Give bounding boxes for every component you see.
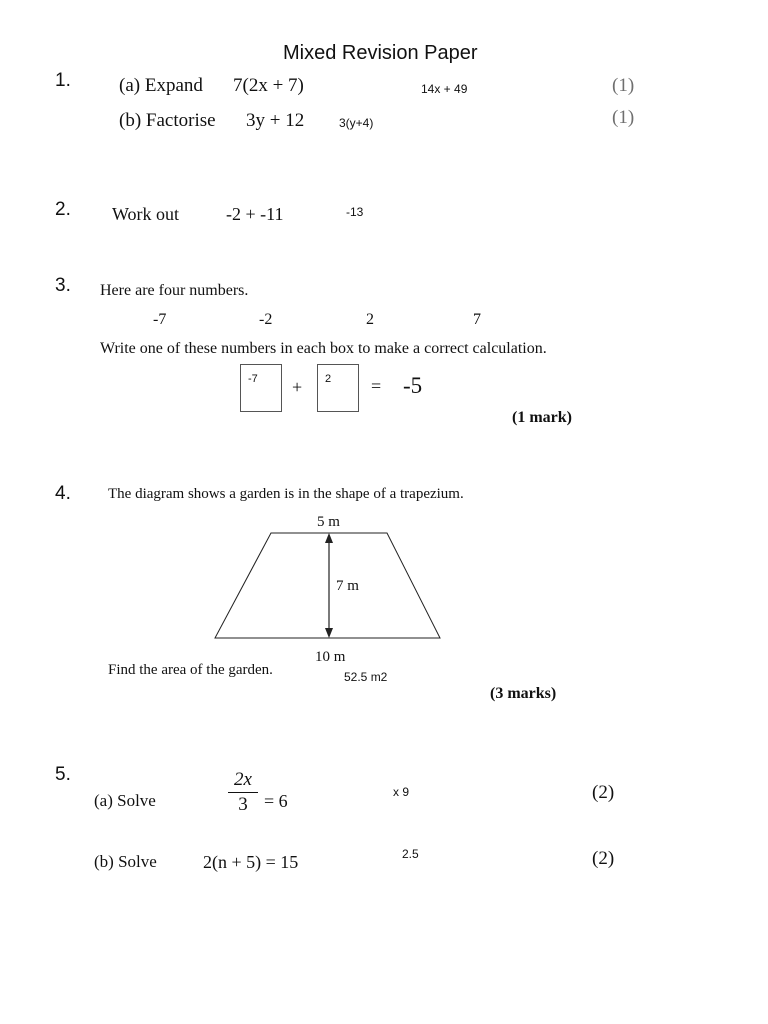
question-5a-answer: x 9 (393, 785, 410, 799)
question-5a-label: (a) Solve (94, 791, 156, 810)
top-side-label: 5 m (317, 514, 340, 530)
question-5-number: 5. (55, 764, 71, 785)
question-5b-answer: 2.5 (402, 847, 419, 861)
question-2-answer: -13 (346, 205, 364, 219)
question-2-expression: -2 + -11 (226, 204, 284, 224)
question-4-question: Find the area of the garden. (108, 662, 273, 678)
question-1b-answer: 3(y+4) (339, 116, 374, 130)
question-3-number: 3. (55, 275, 71, 296)
question-2-label: Work out (112, 204, 180, 224)
bottom-side-label: 10 m (315, 649, 346, 665)
question-5a-rhs: = 6 (264, 791, 288, 811)
question-5a-marks: (2) (592, 782, 615, 803)
question-3-number-option: 2 (366, 311, 374, 328)
question-1a-marks: (1) (612, 75, 635, 96)
height-label: 7 m (336, 578, 359, 594)
question-4-intro: The diagram shows a garden is in the shape of a trapezium. (108, 486, 464, 502)
question-4-answer: 52.5 m2 (344, 670, 388, 684)
question-5b-marks: (2) (592, 848, 615, 869)
question-3-intro: Here are four numbers. (100, 282, 249, 299)
question-3-number-option: -2 (259, 311, 273, 328)
question-1a-answer: 14x + 49 (421, 82, 468, 96)
question-5b-label: (b) Solve (94, 852, 157, 871)
question-5b-expression: 2(n + 5) = 15 (203, 852, 299, 872)
equals-sign: = (371, 376, 382, 396)
answer-box-1-value: -7 (248, 373, 258, 385)
page-title: Mixed Revision Paper (283, 42, 478, 64)
question-3-marks: (1 mark) (512, 409, 572, 426)
fraction-denominator: 3 (238, 794, 248, 815)
answer-box-1[interactable] (240, 364, 282, 412)
question-4-number: 4. (55, 483, 71, 504)
question-3-number-option: 7 (473, 311, 481, 328)
answer-box-2-value: 2 (325, 373, 332, 385)
trapezium-diagram (200, 505, 460, 665)
arrow-down-icon (325, 628, 333, 638)
question-1-number: 1. (55, 70, 71, 91)
question-1b-marks: (1) (612, 107, 635, 128)
question-3-number-option: -7 (153, 311, 167, 328)
question-3-instruction: Write one of these numbers in each box to make a correct calculation. (100, 340, 547, 357)
answer-box-2[interactable] (317, 364, 359, 412)
arrow-up-icon (325, 533, 333, 543)
question-3-result: -5 (403, 373, 423, 398)
question-1b-label: (b) Factorise (119, 110, 216, 131)
trapezium-shape (215, 533, 440, 638)
question-5a-fraction (228, 769, 258, 816)
question-1a-label: (a) Expand (119, 75, 203, 96)
fraction-bar (228, 792, 258, 793)
question-1b-expression: 3y + 12 (246, 110, 305, 131)
question-1a-expression: 7(2x + 7) (233, 75, 304, 96)
fraction-numerator: 2x (234, 769, 252, 790)
plus-sign: + (292, 377, 303, 397)
question-2-number: 2. (55, 199, 71, 220)
question-4-marks: (3 marks) (490, 685, 557, 702)
